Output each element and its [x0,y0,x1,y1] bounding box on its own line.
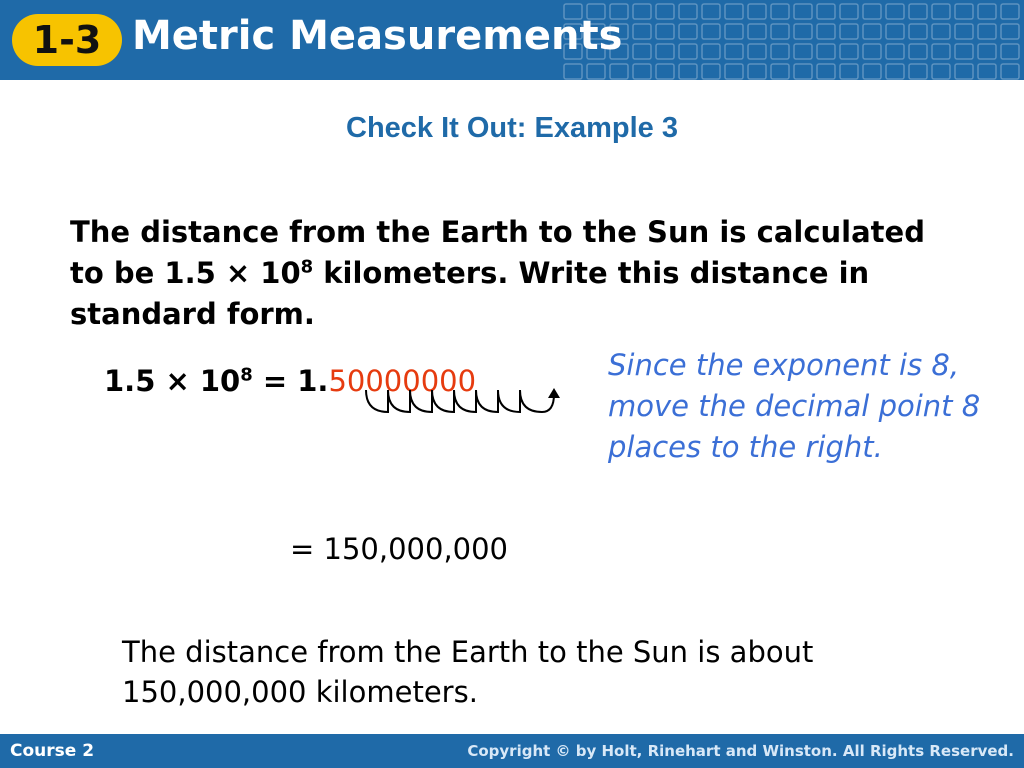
arc-1 [366,390,388,412]
header-bar [0,0,1024,80]
problem-text-part1: The distance from the Earth to the Sun is calculated to be 1.5 × 10 [70,215,925,290]
arc-4 [432,390,454,412]
footer-bar [0,734,1024,768]
arc-arrowhead [548,388,560,398]
decimal-move-arcs [352,388,564,420]
arc-8 [520,390,554,412]
course-label: Course 2 [10,741,95,761]
answer-statement: The distance from the Earth to the Sun is about 150,000,000 kilometers. [122,635,814,709]
work-equals: = 1. [252,364,329,398]
copyright-text: Copyright © by Holt, Rinehart and Winston. All Rights Reserved. [467,742,1014,760]
slide-title: Metric Measurements [132,13,623,59]
header-grid-decoration [560,0,1024,80]
work-left: 1.5 × 10 [104,364,241,398]
arc-2 [388,390,410,412]
arc-5 [454,390,476,412]
problem-exponent: 8 [300,256,314,278]
arc-7 [498,390,520,412]
arc-3 [410,390,432,412]
result-equation: = 150,000,000 [290,532,509,566]
problem-statement [70,212,940,335]
arc-6 [476,390,498,412]
work-zeros: 50000000 [328,364,477,398]
lesson-number-badge: 1-3 [12,14,122,66]
work-exponent: 8 [240,364,253,386]
explanation-note: Since the exponent is 8, move the decimal point 8 places to the right. [608,348,981,464]
problem-text-part2: kilometers. Write this distance in standard form. [70,256,870,331]
example-subtitle: Check It Out: Example 3 [346,112,678,144]
